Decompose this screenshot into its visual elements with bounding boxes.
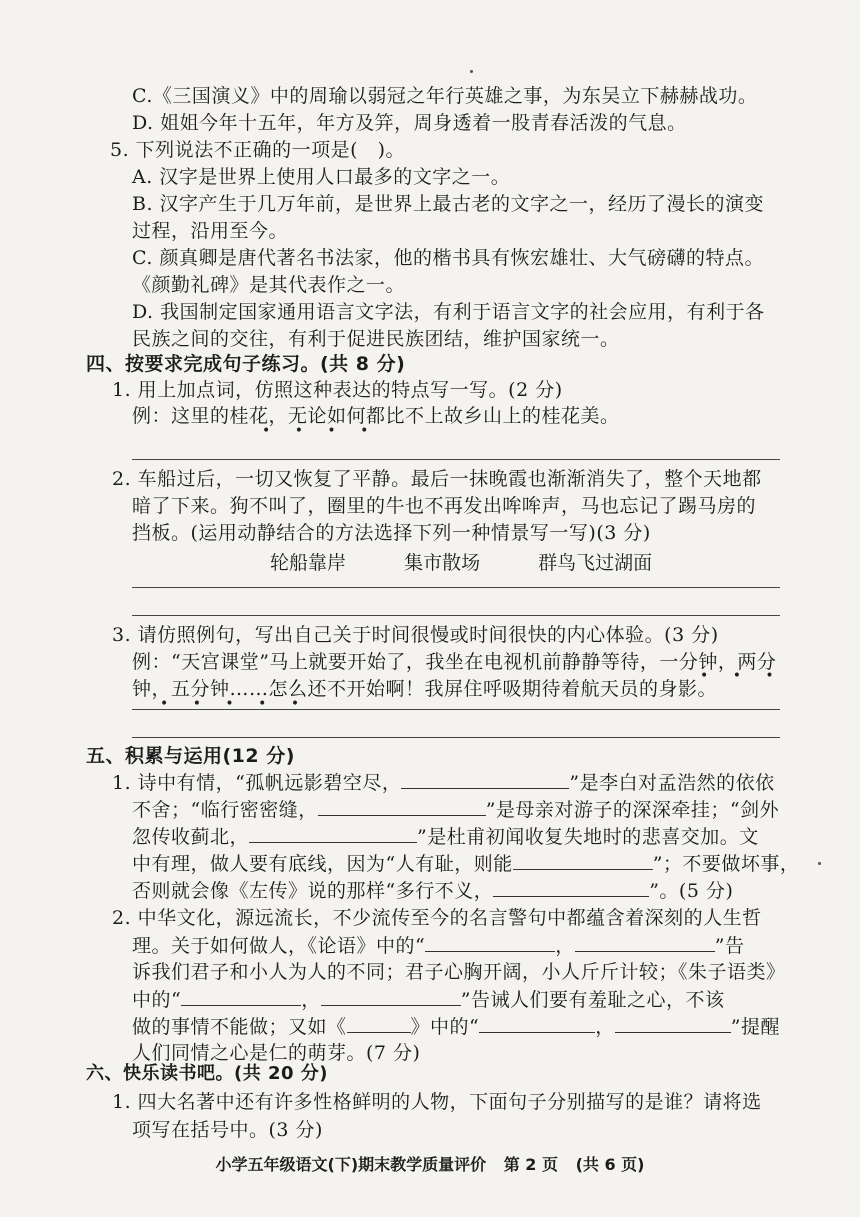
q5-option-b-line1: B. 汉字产生于几万年前，是世界上最古老的文字之一，经历了漫长的演变 — [132, 193, 765, 215]
section-4-heading: 四、按要求完成句子练习。(共 8 分) — [86, 353, 406, 375]
answer-line — [132, 587, 780, 588]
s6-q1-line1: 1. 四大名著中还有许多性格鲜明的人物，下面句子分别描写的是谁？请将选 — [112, 1091, 762, 1113]
fill-blank[interactable] — [479, 1014, 595, 1033]
s4-q3-example-line1: 例：“天宫课堂”马上就要开始了，我坐在电视机前静静等待，一分钟，两分 — [132, 651, 777, 673]
s5-q1-line2: 不舍；“临行密密缝， ”是母亲对游子的深深牵挂；“剑外 — [132, 799, 780, 821]
page-footer — [0, 1152, 860, 1175]
s6-q1-line2: 项写在括号中。(3 分) — [132, 1119, 323, 1141]
fill-blank[interactable] — [575, 933, 715, 952]
s5-q2-line6: 人们同情之心是仁的萌芽。(7 分) — [132, 1042, 421, 1064]
fill-blank[interactable] — [321, 987, 461, 1006]
q5-stem: 5. 下列说法不正确的一项是( )。 — [110, 139, 405, 161]
q4-option-c: C.《三国演义》中的周瑜以弱冠之年行英雄之事，为东吴立下赫赫战功。 — [132, 85, 758, 107]
scan-speck — [470, 70, 473, 73]
s4-q1-example: 例：这里的桂花，无论如何都比不上故乡山上的桂花美。 — [132, 405, 620, 427]
section-5-heading: 五、积累与运用(12 分) — [86, 745, 295, 767]
s5-q2-line3: 诉我们君子和小人为人的不同；君子心胸开阔，小人斤斤计较；《朱子语类》 — [132, 961, 786, 983]
fill-blank[interactable] — [347, 1014, 411, 1033]
q5-option-d-line1: D. 我国制定国家通用语言文字法，有利于语言文字的社会应用，有利于各 — [132, 301, 765, 323]
footer-page: 第 2 页 — [503, 1155, 558, 1174]
s5-q1-line4: 中有理，做人要有底线，因为“人有耻，则能 ”；不要做坏事， — [132, 853, 800, 875]
answer-line — [132, 709, 780, 710]
q5-option-c-line2: 《颜勤礼碑》是其代表作之一。 — [132, 274, 406, 296]
section-6-heading: 六、快乐读书吧。(共 20 分) — [86, 1063, 329, 1084]
fill-blank[interactable] — [493, 878, 649, 897]
fill-blank[interactable] — [513, 851, 653, 870]
fill-blank[interactable] — [425, 933, 555, 952]
s5-q2-line2: 理。关于如何做人，《论语》中的“ ， ”告 — [132, 935, 745, 957]
q5-option-d-line2: 民族之间的交往，有利于促进民族团结，维护国家统一。 — [132, 328, 620, 350]
s4-q2-options — [270, 548, 704, 575]
answer-line — [132, 737, 780, 738]
q4-option-d: D. 姐姐今年十五年，年方及笄，周身透着一股青春活泼的气息。 — [132, 112, 687, 134]
s4-q1-prompt: 1. 用上加点词，仿照这种表达的特点写一写。(2 分) — [112, 379, 563, 401]
footer-title: 小学五年级语文(下)期末教学质量评价 — [215, 1155, 487, 1174]
option-1: 轮船靠岸 — [270, 552, 347, 574]
s5-q1-line3: 忽传收蓟北， ”是杜甫初闻收复失地时的悲喜交加。文 — [132, 826, 759, 848]
fill-blank[interactable] — [401, 770, 569, 789]
fill-blank[interactable] — [249, 824, 417, 843]
s5-q2-line4: 中的“ ， ”告诫人们要有羞耻之心，不该 — [132, 989, 725, 1011]
s4-q2-line2: 暗了下来。狗不叫了，圈里的牛也不再发出哞哞声，马也忘记了踢马房的 — [132, 495, 757, 517]
emphasis-dots: • • • — [700, 668, 784, 684]
scan-speck — [818, 862, 821, 865]
emphasis-dots: • • • • • — [160, 696, 310, 712]
s4-q3-prompt: 3. 请仿照例句，写出自己关于时间很慢或时间很快的内心体验。(3 分) — [112, 624, 719, 646]
q5-option-b-line2: 过程，沿用至今。 — [132, 220, 289, 242]
q5-option-a: A. 汉字是世界上使用人口最多的文字之一。 — [132, 166, 511, 188]
fill-blank[interactable] — [615, 1014, 731, 1033]
s5-q2-line1: 2. 中华文化，源远流长，不少流传至今的名言警句中都蕴含着深刻的人生哲 — [112, 907, 762, 929]
option-2: 集市散场 — [404, 552, 481, 574]
s4-q3-example-line2: 钟，五分钟……怎么还不开始啊！我屏住呼吸期待着航天员的身影。 — [132, 678, 718, 700]
fill-blank[interactable] — [318, 797, 486, 816]
s4-q2-line1: 2. 车船过后，一切又恢复了平静。最后一抹晚霞也渐渐消失了，整个天地都 — [112, 468, 762, 490]
answer-line — [132, 615, 780, 616]
footer-total: (共 6 页) — [575, 1155, 645, 1174]
answer-line — [132, 459, 780, 460]
q5-option-c-line1: C. 颜真卿是唐代著名书法家，他的楷书具有恢宏雄壮、大气磅礴的特点。 — [132, 247, 764, 269]
option-3: 群鸟飞过湖面 — [538, 552, 653, 574]
s5-q1-line5: 否则就会像《左传》说的那样“多行不义， ”。(5 分) — [132, 880, 734, 902]
s4-q2-line3: 挡板。(运用动静结合的方法选择下列一种情景写一写)(3 分) — [132, 522, 651, 544]
fill-blank[interactable] — [181, 987, 301, 1006]
emphasis-dots: • • • • — [262, 423, 379, 439]
s5-q1-line1: 1. 诗中有情，“孤帆远影碧空尽， ”是李白对孟浩然的依依 — [112, 772, 775, 794]
s5-q2-line5: 做的事情不能做；又如《 》中的“ ， ”提醒 — [132, 1016, 780, 1038]
